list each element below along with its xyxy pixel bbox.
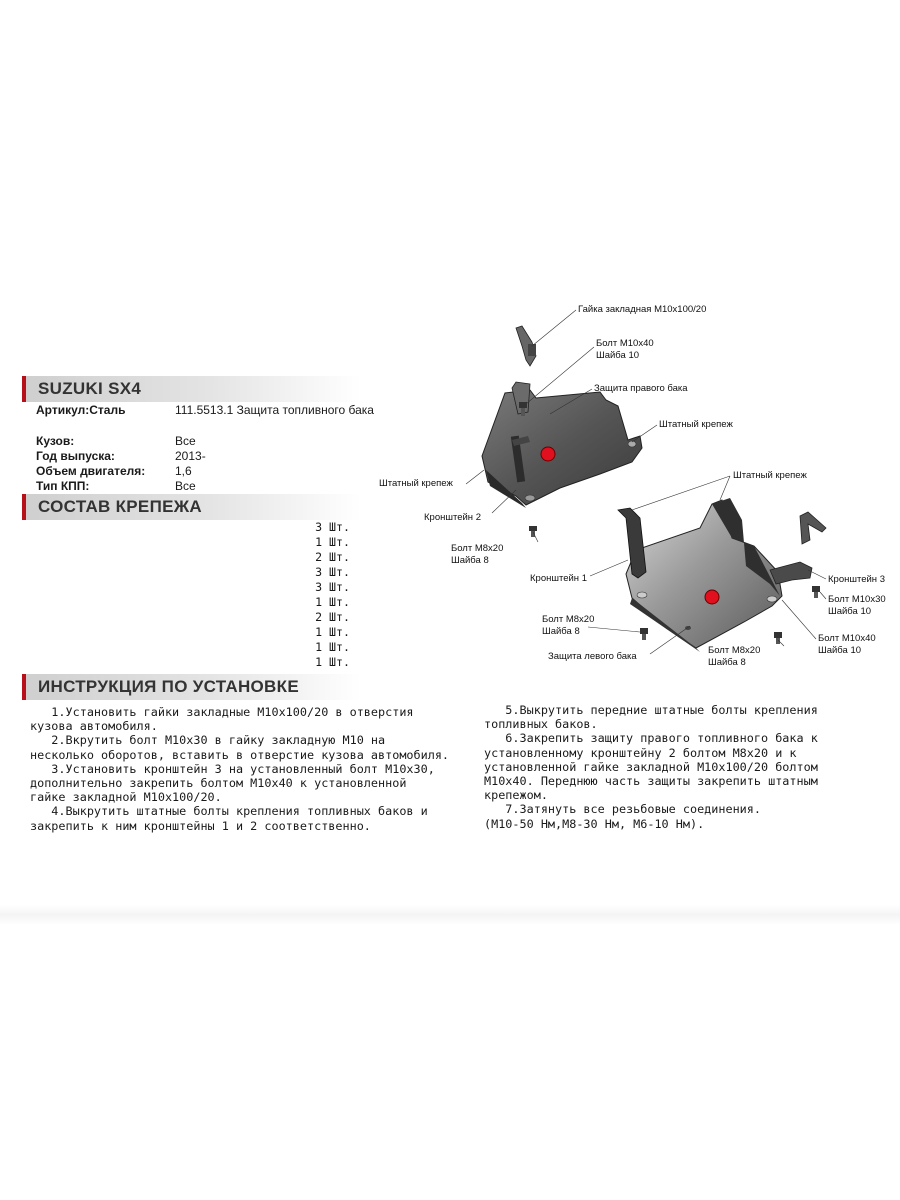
part-qty: 1 Шт.: [315, 625, 350, 639]
instructions-title: ИНСТРУКЦИЯ ПО УСТАНОВКЕ: [38, 677, 299, 696]
part-qty: 2 Шт.: [315, 550, 350, 564]
label-bolt-m8x20-lower: Болт М8х20 Шайба 8: [542, 614, 595, 637]
spec-key: Год выпуска:: [36, 449, 115, 463]
spec-key: Артикул:Сталь: [36, 403, 126, 417]
bolt-m8x20-lower: [640, 628, 648, 640]
label-bracket-2: Кронштейн 2: [424, 512, 481, 523]
red-plug-lower: [705, 590, 719, 604]
part-qty: 3 Шт.: [315, 580, 350, 594]
left-tank-guard-plate: [626, 498, 782, 652]
spec-value: 1,6: [175, 464, 192, 478]
red-plug-upper: [541, 447, 555, 461]
embedded-nut-top: [516, 326, 536, 366]
label-bolt-m8x20-upper: Болт М8х20 Шайба 8: [451, 543, 504, 566]
spec-value: Все: [175, 434, 196, 448]
part-qty: 1 Шт.: [315, 655, 350, 669]
label-bolt-m10x30: Болт М10х30 Шайба 10: [828, 594, 886, 617]
spec-value: Все: [175, 479, 196, 493]
spec-key: Тип КПП:: [36, 479, 90, 493]
label-right-tank-guard: Защита правого бака: [594, 383, 688, 394]
label-stock-mount-mid: Штатный крепеж: [733, 470, 807, 481]
part-qty: 3 Шт.: [315, 520, 350, 534]
instructions-right-column: 5.Выкрутить передние штатные болты крепления топливных баков. 6.Закрепить защиту правого топливного бака к установленному кронштейну 2 болтом М8х20 и к установленной гайке закладной М10х100/20 болтом М10х40. Переднюю часть защиты закрепить штатным крепежом. 7.Затянуть все резьбовые соединения. (М10-50 Нм,М8-30 Нм, М6-10 Нм).: [484, 703, 818, 831]
instructions-left-column: 1.Установить гайки закладные М10х100/20 в отверстия кузова автомобиля. 2.Вкрутить болт М10х30 в гайку закладную М10 на несколько оборотов, вставить в отверстие кузова автомобиля. 3.Установить кронштейн 3 на установленный болт М10х30, дополнительно закрепить болтом М10х40 к установленной гайке закладной М10х100/20. 4.Выкрутить штатные болты крепления топливных баков и закрепить к ним кронштейны 1 и 2 соответственно.: [30, 705, 450, 833]
part-qty: 2 Шт.: [315, 610, 350, 624]
label-embedded-nut-top: Гайка закладная М10х100/20: [578, 304, 707, 315]
bolt-m10x30: [812, 586, 820, 598]
part-qty: 1 Шт.: [315, 535, 350, 549]
label-bracket-1: Кронштейн 1: [530, 573, 587, 584]
part-qty: 1 Шт.: [315, 640, 350, 654]
label-stock-mount-left: Штатный крепеж: [379, 478, 453, 489]
label-left-tank-guard: Защита левого бака: [548, 651, 637, 662]
part-qty: 1 Шт.: [315, 595, 350, 609]
spec-key: Объем двигателя:: [36, 464, 146, 478]
label-bracket-3: Кронштейн 3: [828, 574, 885, 585]
spec-value: 2013-: [175, 449, 206, 463]
label-bolt-m8x20-bottom: Болт М8х20 Шайба 8: [708, 645, 761, 668]
spec-value: 111.5513.1 Защита топливного бака: [175, 403, 374, 417]
bracket-1: [618, 508, 646, 578]
fasteners-title: СОСТАВ КРЕПЕЖА: [38, 497, 202, 516]
model-title: SUZUKI SX4: [38, 379, 142, 398]
label-bolt-m10x40-top: Болт М10х40 Шайба 10: [596, 338, 654, 361]
bolt-m8x20-upper: [529, 526, 537, 537]
bolt-m10x40-lower: [774, 632, 782, 644]
part-qty: 3 Шт.: [315, 565, 350, 579]
bracket-3: [770, 512, 826, 584]
label-bolt-m10x40-lower: Болт М10х40 Шайба 10: [818, 633, 876, 656]
right-tank-guard-plate: [482, 382, 642, 508]
label-stock-mount-right: Штатный крепеж: [659, 419, 733, 430]
spec-key: Кузов:: [36, 434, 75, 448]
